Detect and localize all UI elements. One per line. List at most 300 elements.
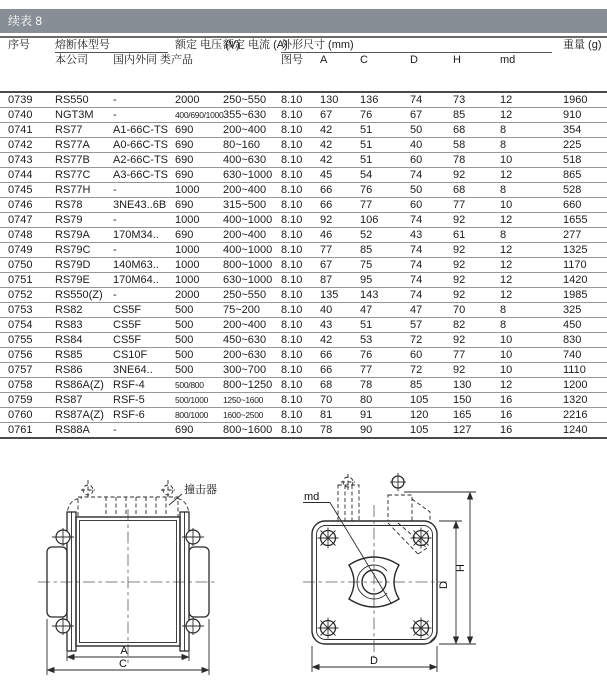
cell-serial: 0755 [0,333,55,348]
cell-a: 92 [320,213,360,228]
cell-d: 74 [410,288,453,303]
cell-weight: 1655 [563,213,607,228]
table-row [0,183,607,198]
cell-company: RS78 [55,198,113,213]
cell-weight: 1325 [563,243,607,258]
cell-company: RS77H [55,183,113,198]
cell-voltage: 1000 [175,273,223,288]
cell-d: 72 [410,333,453,348]
table-row [0,123,607,138]
cell-domestic: RSF-6 [113,408,175,423]
cell-domestic: 3NE43..6B [113,198,175,213]
table-row [0,348,607,363]
cell-c: 76 [360,108,410,123]
cell-current: 400~630 [223,153,281,168]
cell-current: 355~630 [223,108,281,123]
cell-voltage: 1000 [175,213,223,228]
cell-voltage: 690 [175,423,223,439]
header-dim-d: D [410,53,453,92]
cell-company: RS79D [55,258,113,273]
cell-md: 8 [500,183,563,198]
cell-domestic: CS5F [113,318,175,333]
dim-d-bottom-label: D [370,655,378,667]
table-row [0,378,607,393]
cell-md: 12 [500,288,563,303]
cell-figure: 8.10 [281,393,320,408]
cell-weight: 1420 [563,273,607,288]
cell-serial: 0754 [0,318,55,333]
cell-weight: 1960 [563,92,607,108]
cell-domestic: RSF-4 [113,378,175,393]
cell-current: 200~400 [223,123,281,138]
cell-figure: 8.10 [281,108,320,123]
cell-a: 66 [320,198,360,213]
cell-c: 52 [360,228,410,243]
cell-domestic: - [113,92,175,108]
cell-serial: 0746 [0,198,55,213]
cell-domestic: 140M63.. [113,258,175,273]
cell-company: RS79A [55,228,113,243]
section-title-bar [0,9,607,33]
cell-serial: 0752 [0,288,55,303]
cell-h: 92 [453,258,500,273]
diagrams [0,469,607,695]
cell-voltage: 800/1000 [175,408,223,423]
cell-current: 400~1000 [223,243,281,258]
cell-current: 630~1000 [223,168,281,183]
cell-voltage: 1000 [175,243,223,258]
cell-d: 74 [410,168,453,183]
cell-a: 77 [320,243,360,258]
table-header [0,37,607,92]
cell-figure: 8.10 [281,168,320,183]
cell-serial: 0759 [0,393,55,408]
cell-serial: 0747 [0,213,55,228]
table-row [0,228,607,243]
cell-c: 91 [360,408,410,423]
cell-serial: 0740 [0,108,55,123]
cell-figure: 8.10 [281,228,320,243]
cell-a: 66 [320,363,360,378]
cell-h: 61 [453,228,500,243]
cell-domestic: - [113,108,175,123]
cell-md: 10 [500,198,563,213]
cell-figure: 8.10 [281,348,320,363]
table-row [0,243,607,258]
cell-company: RS87 [55,393,113,408]
cell-domestic: 170M34.. [113,228,175,243]
cell-serial: 0743 [0,153,55,168]
cell-company: RS77B [55,153,113,168]
cell-company: RS84 [55,333,113,348]
cell-domestic: - [113,423,175,439]
header-dimensions-group [281,37,563,53]
cell-d: 60 [410,348,453,363]
cell-weight: 1985 [563,288,607,303]
cell-company: RS79 [55,213,113,228]
cell-weight: 1240 [563,423,607,439]
cell-current: 250~550 [223,92,281,108]
cell-weight: 277 [563,228,607,243]
cell-figure: 8.10 [281,363,320,378]
cell-md: 8 [500,303,563,318]
cell-serial: 0741 [0,123,55,138]
header-domestic-equivalent: 国内外同 类产品 [113,53,175,92]
cell-h: 127 [453,423,500,439]
header-company: 本公司 [55,53,113,92]
cell-serial: 0742 [0,138,55,153]
cell-h: 73 [453,92,500,108]
cell-company: RS85 [55,348,113,363]
cell-md: 12 [500,168,563,183]
table-row [0,318,607,333]
cell-current: 400~1000 [223,213,281,228]
cell-d: 40 [410,138,453,153]
cell-h: 92 [453,333,500,348]
header-figure-no: 图号 [281,53,320,92]
cell-weight: 1200 [563,378,607,393]
cell-current: 630~1000 [223,273,281,288]
cell-figure: 8.10 [281,123,320,138]
striker-top-outline [338,473,430,554]
cell-h: 77 [453,198,500,213]
cell-company: NGT3M [55,108,113,123]
header-rated-voltage: 额定 电压 (V) [175,37,223,92]
cell-c: 80 [360,393,410,408]
cell-h: 92 [453,273,500,288]
cell-h: 92 [453,213,500,228]
cell-domestic: - [113,213,175,228]
cell-h: 85 [453,108,500,123]
cell-domestic: A3-66C-TS [113,168,175,183]
cell-d: 72 [410,363,453,378]
cell-weight: 1170 [563,258,607,273]
cell-md: 12 [500,378,563,393]
cell-c: 54 [360,168,410,183]
cell-domestic: - [113,288,175,303]
cell-company: RS79C [55,243,113,258]
cell-c: 143 [360,288,410,303]
cell-figure: 8.10 [281,303,320,318]
cell-domestic: CS5F [113,303,175,318]
table-row [0,258,607,273]
front-view-diagram [0,469,300,695]
cell-company: RS88A [55,423,113,439]
cell-md: 10 [500,333,563,348]
cell-c: 95 [360,273,410,288]
table-row [0,213,607,228]
header-dim-h: H [453,53,500,92]
cell-d: 74 [410,213,453,228]
cell-company: RS77C [55,168,113,183]
table-row [0,92,607,108]
cell-weight: 354 [563,123,607,138]
cell-c: 75 [360,258,410,273]
cell-d: 50 [410,123,453,138]
cell-voltage: 500/800 [175,378,223,393]
cell-c: 106 [360,213,410,228]
cell-current: 200~400 [223,318,281,333]
cell-domestic: CS5F [113,333,175,348]
cell-a: 42 [320,123,360,138]
page [0,9,607,695]
cell-c: 51 [360,318,410,333]
cell-voltage: 2000 [175,288,223,303]
cell-domestic: CS10F [113,348,175,363]
cell-serial: 0757 [0,363,55,378]
cell-serial: 0748 [0,228,55,243]
cell-serial: 0761 [0,423,55,439]
cell-weight: 830 [563,333,607,348]
table-row [0,288,607,303]
cell-voltage: 1000 [175,183,223,198]
cell-d: 43 [410,228,453,243]
cell-d: 47 [410,303,453,318]
cell-figure: 8.10 [281,92,320,108]
cell-figure: 8.10 [281,213,320,228]
cell-c: 85 [360,243,410,258]
cell-a: 42 [320,153,360,168]
cell-domestic: A2-66C-TS [113,153,175,168]
cell-company: RS82 [55,303,113,318]
cell-md: 12 [500,92,563,108]
cell-a: 70 [320,393,360,408]
cell-current: 800~1250 [223,378,281,393]
cell-serial: 0745 [0,183,55,198]
cell-figure: 8.10 [281,138,320,153]
cell-h: 92 [453,243,500,258]
cell-c: 76 [360,348,410,363]
cell-c: 51 [360,153,410,168]
cell-c: 51 [360,138,410,153]
cell-c: 77 [360,198,410,213]
cell-md: 12 [500,258,563,273]
cell-md: 8 [500,123,563,138]
cell-voltage: 500/1000 [175,393,223,408]
cell-weight: 528 [563,183,607,198]
cell-figure: 8.10 [281,423,320,439]
cell-weight: 865 [563,168,607,183]
cell-a: 87 [320,273,360,288]
cell-a: 42 [320,138,360,153]
cell-serial: 0760 [0,408,55,423]
cell-md: 10 [500,363,563,378]
cell-domestic: 170M64.. [113,273,175,288]
cell-current: 315~500 [223,198,281,213]
cell-weight: 1320 [563,393,607,408]
cell-figure: 8.10 [281,243,320,258]
cell-weight: 660 [563,198,607,213]
cell-h: 92 [453,363,500,378]
cell-h: 150 [453,393,500,408]
cell-figure: 8.10 [281,258,320,273]
cell-current: 1600~2500 [223,408,281,423]
cell-c: 51 [360,123,410,138]
cell-voltage: 500 [175,318,223,333]
header-dim-c: C [360,53,410,92]
cell-d: 50 [410,183,453,198]
cell-current: 800~1600 [223,423,281,439]
header-weight: 重量 (g) [563,37,607,92]
cell-md: 12 [500,243,563,258]
cell-voltage: 500 [175,333,223,348]
cell-company: RS86 [55,363,113,378]
cell-c: 90 [360,423,410,439]
cell-serial: 0749 [0,243,55,258]
cell-a: 130 [320,92,360,108]
cell-domestic: RSF-5 [113,393,175,408]
cell-a: 45 [320,168,360,183]
cell-weight: 2216 [563,408,607,423]
cell-md: 10 [500,348,563,363]
header-model-group [55,37,175,53]
cell-current: 250~550 [223,288,281,303]
cell-md: 12 [500,273,563,288]
cell-d: 74 [410,243,453,258]
dim-d-side-label: D [438,581,450,589]
cell-domestic: A0-66C-TS [113,138,175,153]
cell-a: 67 [320,108,360,123]
table-body [0,92,607,438]
cell-c: 53 [360,333,410,348]
cell-company: RS86A(Z) [55,378,113,393]
cell-c: 76 [360,183,410,198]
cell-voltage: 500 [175,363,223,378]
section-title: 续表 8 [8,14,43,28]
cell-md: 10 [500,153,563,168]
cell-md: 8 [500,138,563,153]
cell-a: 68 [320,378,360,393]
cell-c: 78 [360,378,410,393]
cell-h: 78 [453,153,500,168]
cell-d: 57 [410,318,453,333]
table-row [0,108,607,123]
cell-md: 16 [500,408,563,423]
cell-weight: 325 [563,303,607,318]
cell-md: 8 [500,318,563,333]
cell-weight: 518 [563,153,607,168]
cell-h: 58 [453,138,500,153]
cell-a: 66 [320,348,360,363]
header-serial: 序号 [0,37,55,92]
cell-md: 12 [500,213,563,228]
cell-c: 77 [360,363,410,378]
cell-voltage: 690 [175,123,223,138]
cell-c: 47 [360,303,410,318]
cell-md: 16 [500,393,563,408]
cell-a: 66 [320,183,360,198]
striker-label: 撞击器 [184,484,217,496]
cell-serial: 0751 [0,273,55,288]
cell-d: 74 [410,92,453,108]
cell-figure: 8.10 [281,408,320,423]
cell-current: 800~1000 [223,258,281,273]
cell-voltage: 690 [175,153,223,168]
table-row [0,363,607,378]
cell-current: 200~400 [223,183,281,198]
cell-company: RS87A(Z) [55,408,113,423]
cell-d: 74 [410,258,453,273]
cell-current: 450~630 [223,333,281,348]
cell-voltage: 690 [175,138,223,153]
table-row [0,333,607,348]
cell-voltage: 1000 [175,258,223,273]
cell-h: 82 [453,318,500,333]
table-row [0,423,607,439]
cell-company: RS550 [55,92,113,108]
cell-serial: 0758 [0,378,55,393]
cell-serial: 0744 [0,168,55,183]
cell-a: 40 [320,303,360,318]
md-label: md [304,491,320,503]
spec-table [0,36,607,439]
cell-h: 130 [453,378,500,393]
cell-voltage: 2000 [175,92,223,108]
header-dim-md: md [500,53,563,92]
cell-d: 105 [410,393,453,408]
cell-h: 165 [453,408,500,423]
cell-company: RS77 [55,123,113,138]
cell-a: 81 [320,408,360,423]
cell-h: 68 [453,183,500,198]
cell-h: 68 [453,123,500,138]
cell-current: 200~400 [223,228,281,243]
cell-current: 200~630 [223,348,281,363]
cell-a: 43 [320,318,360,333]
cell-figure: 8.10 [281,378,320,393]
corner-holes [318,528,432,639]
cell-domestic: - [113,243,175,258]
cell-h: 92 [453,168,500,183]
cell-md: 8 [500,228,563,243]
cell-a: 135 [320,288,360,303]
cell-figure: 8.10 [281,318,320,333]
cell-current: 1250~1600 [223,393,281,408]
cell-d: 85 [410,378,453,393]
cell-md: 12 [500,108,563,123]
cell-figure: 8.10 [281,333,320,348]
cell-voltage: 690 [175,228,223,243]
header-model-group-label: 熔断体型号 [55,38,168,53]
cell-company: RS550(Z) [55,288,113,303]
cell-serial: 0739 [0,92,55,108]
cell-weight: 910 [563,108,607,123]
cell-a: 46 [320,228,360,243]
cell-voltage: 690 [175,168,223,183]
cell-h: 77 [453,348,500,363]
header-dim-a: A [320,53,360,92]
cell-d: 120 [410,408,453,423]
cell-serial: 0756 [0,348,55,363]
cell-c: 136 [360,92,410,108]
table-row [0,153,607,168]
table-row [0,303,607,318]
dim-h-label: H [455,564,467,572]
cell-a: 67 [320,258,360,273]
cell-voltage: 690 [175,198,223,213]
cell-voltage: 500 [175,303,223,318]
cell-weight: 740 [563,348,607,363]
header-dimensions-group-label: 外形尺寸 (mm) [281,38,552,53]
cell-weight: 450 [563,318,607,333]
dimension-d-bottom [312,646,437,672]
table-row [0,393,607,408]
top-view-diagram [300,469,607,695]
cell-h: 92 [453,288,500,303]
cell-figure: 8.10 [281,273,320,288]
cell-company: RS79E [55,273,113,288]
cell-md: 16 [500,423,563,439]
